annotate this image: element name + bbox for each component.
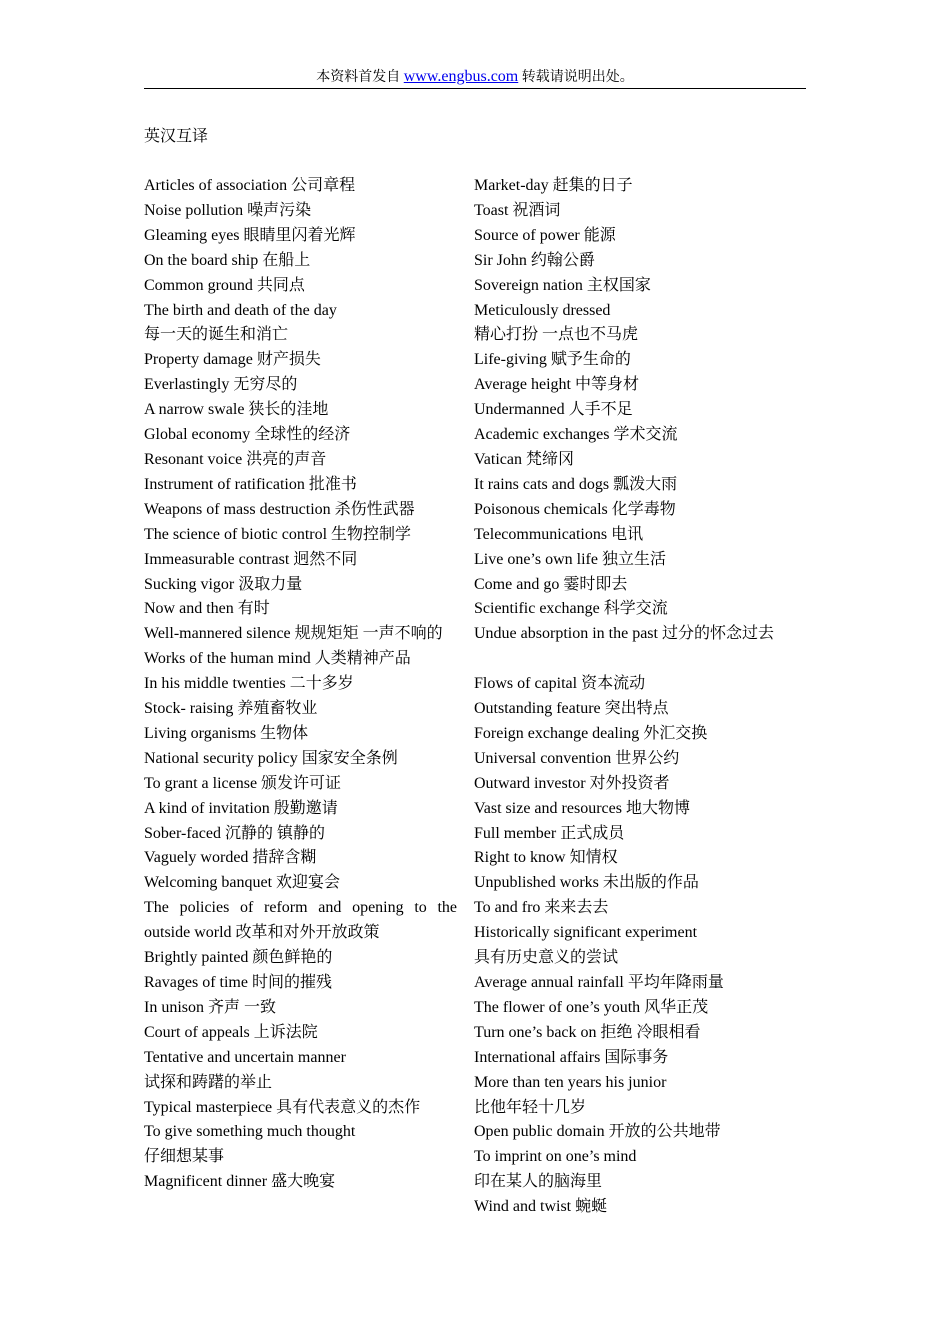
list-item: 比他年轻十几岁 xyxy=(474,1098,587,1116)
list-item: Market-day 赶集的日子 xyxy=(474,177,633,194)
right-column xyxy=(474,174,806,1220)
list-item: Full member 正式成员 xyxy=(474,824,625,842)
list-item: Everlastingly 无穷尽的 xyxy=(144,376,298,394)
list-item: Average annual rainfall 平均年降雨量 xyxy=(474,973,724,991)
list-item: Wind and twist 蜿蜒 xyxy=(474,1198,608,1216)
list-item: Instrument of ratification 批准书 xyxy=(144,475,357,493)
list-item: In his middle twenties 二十多岁 xyxy=(144,675,354,693)
list-item: Living organisms 生物体 xyxy=(144,724,309,742)
list-item: Academic exchanges 学术交流 xyxy=(474,426,678,444)
list-item: Poisonous chemicals 化学毒物 xyxy=(474,500,676,518)
list-item: To give something much thought xyxy=(144,1123,356,1141)
list-item: The flower of one’s youth 风华正茂 xyxy=(474,998,709,1016)
list-item: 精心打扮 一点也不马虎 xyxy=(474,326,639,344)
list-item: Stock- raising 养殖畜牧业 xyxy=(144,700,318,718)
list-item: Telecommunications 电讯 xyxy=(474,525,644,543)
list-item: 每一天的诞生和消亡 xyxy=(144,326,289,344)
list-item: Unpublished works 未出版的作品 xyxy=(474,874,699,892)
list-item: The policies of reform and opening to the outside world 改革和对外开放政策 xyxy=(144,899,457,942)
list-item: Magnificent dinner 盛大晚宴 xyxy=(144,1173,336,1191)
list-item: Undue absorption in the past 过分的怀念过去 xyxy=(474,625,774,643)
page-header xyxy=(144,66,806,88)
list-item: Noise pollution 噪声污染 xyxy=(144,201,312,219)
list-item: Weapons of mass destruction 杀伤性武器 xyxy=(144,500,415,518)
list-item: 具有历史意义的尝试 xyxy=(474,949,619,967)
list-item: Come and go 霎时即去 xyxy=(474,575,628,593)
left-column xyxy=(144,174,457,1195)
list-item: 试探和踌躇的举止 xyxy=(144,1073,273,1091)
list-item: Vast size and resources 地大物博 xyxy=(474,799,690,817)
list-item: Source of power 能源 xyxy=(474,226,616,244)
list-item: Turn one’s back on 拒绝 冷眼相看 xyxy=(474,1023,701,1041)
list-item: Works of the human mind 人类精神产品 xyxy=(144,650,411,668)
list-item: Global economy 全球性的经济 xyxy=(144,426,351,444)
list-item: International affairs 国际事务 xyxy=(474,1048,669,1066)
list-item: A kind of invitation 殷勤邀请 xyxy=(144,799,338,817)
list-item: 仔细想某事 xyxy=(144,1148,225,1166)
list-item: To grant a license 颁发许可证 xyxy=(144,774,342,792)
list-item: Sucking vigor 汲取力量 xyxy=(144,575,303,593)
list-item: The science of biotic control 生物控制学 xyxy=(144,525,412,543)
header-prefix: 本资料首发自 xyxy=(316,70,404,85)
list-item: Resonant voice 洪亮的声音 xyxy=(144,450,327,468)
list-item: Brightly painted 颜色鲜艳的 xyxy=(144,949,333,967)
list-item: Life-giving 赋予生命的 xyxy=(474,351,631,369)
list-item: Flows of capital 资本流动 xyxy=(474,675,646,693)
page-title: 英汉互译 xyxy=(144,128,209,145)
list-item: Vaguely worded 措辞含糊 xyxy=(144,849,317,867)
list-item: Tentative and uncertain manner xyxy=(144,1048,346,1066)
list-item: Toast 祝酒词 xyxy=(474,201,561,219)
list-item: Common ground 共同点 xyxy=(144,276,305,294)
list-item: Right to know 知情权 xyxy=(474,849,618,867)
list-item: 印在某人的脑海里 xyxy=(474,1173,603,1191)
list-item: To imprint on one’s mind xyxy=(474,1148,637,1166)
list-item: Undermanned 人手不足 xyxy=(474,401,633,419)
list-item: Scientific exchange 科学交流 xyxy=(474,600,668,618)
list-item: Gleaming eyes 眼睛里闪着光辉 xyxy=(144,226,356,244)
list-item: Welcoming banquet 欢迎宴会 xyxy=(144,874,341,892)
list-item: It rains cats and dogs 瓢泼大雨 xyxy=(474,475,678,493)
list-item: Open public domain 开放的公共地带 xyxy=(474,1123,721,1141)
header-suffix: 转载请说明出处。 xyxy=(518,70,634,85)
list-item: Vatican 梵缔冈 xyxy=(474,450,574,468)
list-item: Average height 中等身材 xyxy=(474,376,639,394)
list-item: To and fro 来来去去 xyxy=(474,899,609,917)
blank-line xyxy=(474,647,806,672)
list-item: Historically significant experiment xyxy=(474,924,698,942)
list-item: The birth and death of the day xyxy=(144,301,337,319)
list-item: Articles of association 公司章程 xyxy=(144,177,356,194)
list-item: Sovereign nation 主权国家 xyxy=(474,276,651,294)
list-item: Property damage 财产损失 xyxy=(144,351,321,369)
list-item: Immeasurable contrast 迥然不同 xyxy=(144,550,358,568)
list-item: Foreign exchange dealing 外汇交换 xyxy=(474,724,708,742)
list-item: Outward investor 对外投资者 xyxy=(474,774,670,792)
list-item: In unison 齐声 一致 xyxy=(144,998,277,1016)
list-item: Meticulously dressed xyxy=(474,301,611,319)
list-item: Court of appeals 上诉法院 xyxy=(144,1023,318,1041)
list-item: Outstanding feature 突出特点 xyxy=(474,700,669,718)
list-item: Ravages of time 时间的摧残 xyxy=(144,974,332,991)
list-item: Sir John 约翰公爵 xyxy=(474,251,595,269)
list-item: National security policy 国家安全条例 xyxy=(144,749,398,767)
header-divider xyxy=(144,88,806,89)
list-item: On the board ship 在船上 xyxy=(144,251,311,269)
list-item: Now and then 有时 xyxy=(144,600,270,618)
list-item: Universal convention 世界公约 xyxy=(474,749,680,767)
header-link[interactable]: www.engbus.com xyxy=(403,68,519,85)
list-item: Live one’s own life 独立生活 xyxy=(474,550,666,568)
list-item: Well-mannered silence 规规矩矩 一声不响的 xyxy=(144,625,443,643)
list-item: Typical masterpiece 具有代表意义的杰作 xyxy=(144,1098,421,1116)
list-item: A narrow swale 狭长的洼地 xyxy=(144,401,329,419)
list-item: More than ten years his junior xyxy=(474,1073,667,1091)
list-item: Sober-faced 沉静的 镇静的 xyxy=(144,824,325,842)
